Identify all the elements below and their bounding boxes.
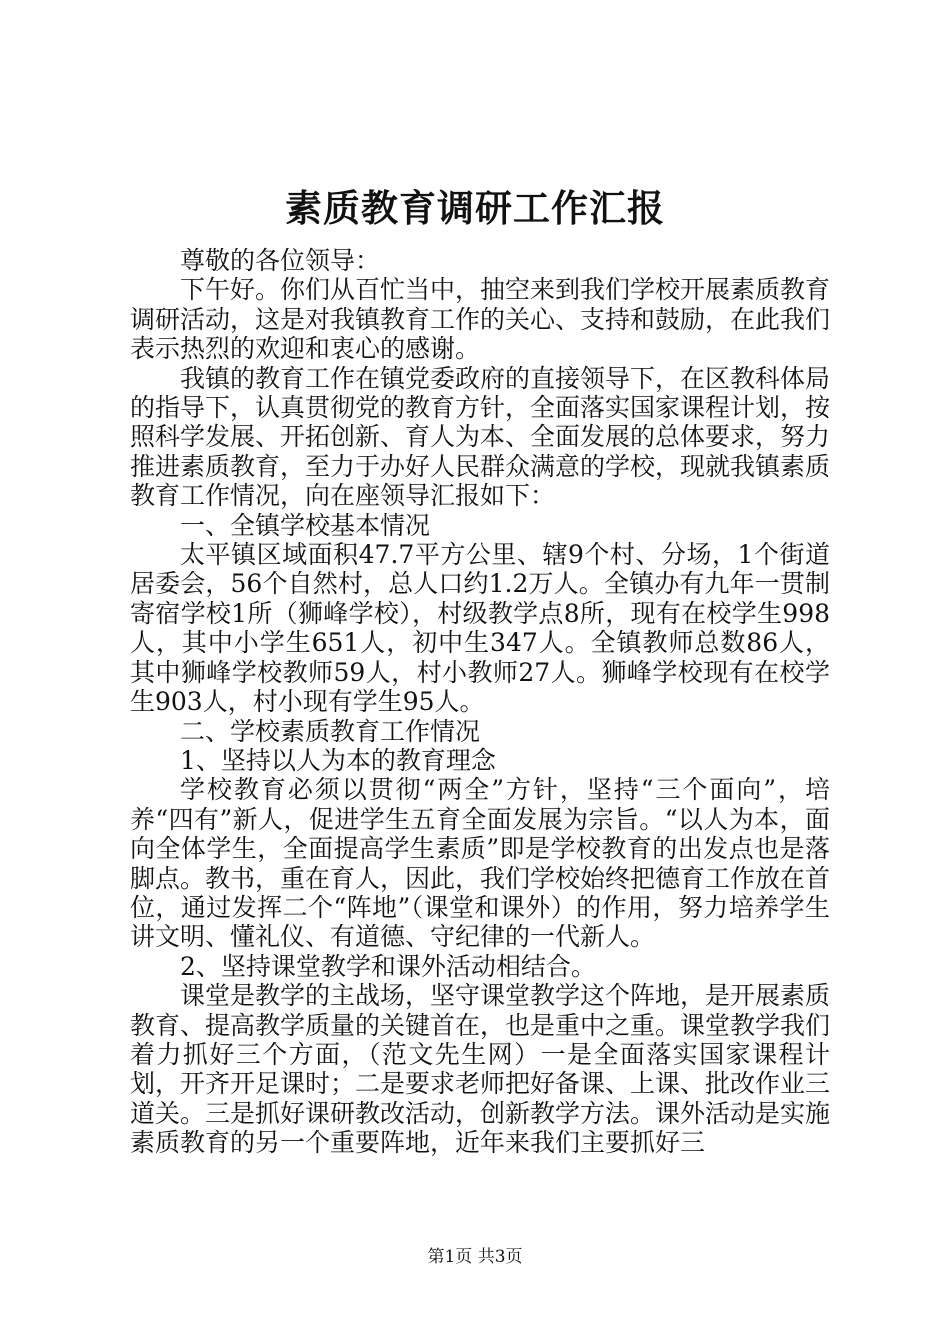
philosophy-paragraph: 学校教育必须以贯彻“两全”方针，坚持“三个面向”，培养“四有”新人，促进学生五育全面发展为宗旨。“以人为本，面向全体学生，全面提高学生素质”即是学校教育的出发点也是落脚点。教书，重在育人，因此，我们学校始终把德育工作放在首位，通过发挥二个“阵地”（课堂和课外）的作用，努力培养学生讲文明、懂礼仪、有道德、守纪律的一代新人。 <box>130 775 831 952</box>
section-heading-1: 一、全镇学校基本情况 <box>180 510 431 540</box>
section-heading-2: 二、学校素质教育工作情况 <box>180 716 481 746</box>
document-body <box>130 246 830 1158</box>
document-title: 素质教育调研工作汇报 <box>285 186 665 230</box>
greeting-paragraph: 下午好。你们从百忙当中，抽空来到我们学校开展素质教育调研活动，这是对我镇教育工作的关心、支持和鼓励，在此我们表示热烈的欢迎和衷心的感谢。 <box>130 275 831 364</box>
intro-paragraph: 我镇的教育工作在镇党委政府的直接领导下，在区教科体局的指导下，认真贯彻党的教育方针，全面落实国家课程计划，按照科学发展、开拓创新、育人为本、全面发展的总体要求，努力推进素质教育，至力于办好人民群众满意的学校，现就我镇素质教育工作情况，向在座领导汇报如下： <box>130 363 831 511</box>
basic-info-paragraph: 太平镇区域面积47.7平方公里、辖9个村、分场，1个街道居委会，56个自然村，总人口约1.2万人。全镇办有九年一贯制寄宿学校1所（狮峰学校），村级教学点8所，现有在校学生998人，其中小学生651人，初中生347人。全镇教师总数86人，其中狮峰学校教师59人，村小教师27人。狮峰学校现有在校学生903人，村小现有学生95人。 <box>130 540 830 717</box>
classroom-paragraph: 课堂是教学的主战场，坚守课堂教学这个阵地，是开展素质教育、提高教学质量的关键首在，也是重中之重。课堂教学我们着力抓好三个方面，（范文先生网）一是全面落实国家课程计划，开齐开足课时；二是要求老师把好备课、上课、批改作业三道关。三是抓好课研教改活动，创新教学方法。课外活动是实施素质教育的另一个重要阵地，近年来我们主要抓好三 <box>130 981 831 1158</box>
page-footer: 第1页 共3页 <box>427 1247 523 1267</box>
subheading-1: 1、坚持以人为本的教育理念 <box>180 745 496 775</box>
salutation-paragraph: 尊敬的各位领导： <box>180 246 381 275</box>
subheading-2: 2、坚持课堂教学和课外活动相结合。 <box>180 951 596 981</box>
